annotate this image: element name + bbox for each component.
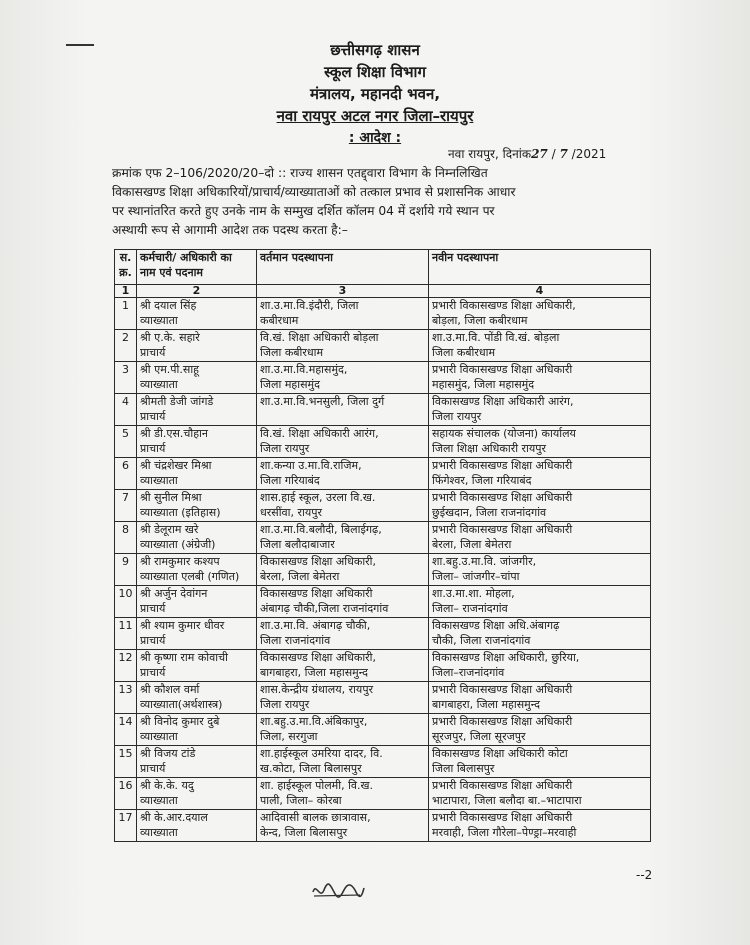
cell-new-posting bbox=[429, 746, 651, 778]
cell-current-posting-line: शा.कन्या उ.मा.वि.राजिम, bbox=[260, 459, 362, 472]
col-number: 1 bbox=[115, 285, 137, 298]
cell-new-posting-line: प्रभारी विकासखण्ड शिक्षा अधिकारी bbox=[432, 523, 573, 536]
table-row bbox=[115, 778, 651, 810]
cell-name bbox=[137, 522, 257, 554]
cell-name-line: श्री डेलूराम खरे bbox=[140, 523, 199, 536]
cell-sno-line: 6 bbox=[122, 459, 129, 472]
cell-current-posting-line: बागबाहरा, जिला महासमुन्द bbox=[260, 666, 368, 679]
cell-new-posting-line: प्रभारी विकासखण्ड शिक्षा अधिकारी bbox=[432, 715, 573, 728]
cell-new-posting-line: महासमुंद, जिला महासमुंद bbox=[432, 378, 535, 391]
order-heading: : आदेश : bbox=[348, 130, 402, 146]
cell-name bbox=[137, 490, 257, 522]
cell-current-posting bbox=[257, 618, 429, 650]
cell-current-posting bbox=[257, 522, 429, 554]
intro-line: क्रमांक एफ 2–106/2020/20–दो :: राज्य शासन एतद्द्वारा विभाग के निम्नलिखित bbox=[112, 166, 488, 180]
table-row bbox=[115, 650, 651, 682]
cell-current-posting bbox=[257, 426, 429, 458]
cell-current-posting bbox=[257, 458, 429, 490]
cell-new-posting-line: जिला बिलासपुर bbox=[432, 762, 495, 775]
cell-new-posting-line: फिंगेश्वर, जिला गरियाबंद bbox=[432, 474, 532, 487]
cell-current-posting-line: पाली, जिला– कोरबा bbox=[260, 794, 342, 807]
cell-sno-line: 13 bbox=[118, 683, 133, 696]
order-body bbox=[112, 164, 644, 240]
cell-new-posting-line: प्रभारी विकासखण्ड शिक्षा अधिकारी bbox=[432, 459, 573, 472]
table-row bbox=[115, 554, 651, 586]
cell-name bbox=[137, 426, 257, 458]
cell-current-posting bbox=[257, 810, 429, 842]
cell-new-posting-line: शा.उ.मा.शा. मोहला, bbox=[432, 587, 515, 600]
cell-sno bbox=[115, 586, 137, 618]
cell-name-line: प्राचार्य bbox=[140, 634, 166, 647]
ministry-title: मंत्रालय, महानदी भवन, bbox=[309, 85, 441, 103]
cell-new-posting bbox=[429, 458, 651, 490]
cell-new-posting bbox=[429, 778, 651, 810]
cell-new-posting-line: प्रभारी विकासखण्ड शिक्षा अधिकारी bbox=[432, 779, 573, 792]
table-header-row bbox=[115, 250, 651, 285]
cell-current-posting bbox=[257, 682, 429, 714]
table-row bbox=[115, 810, 651, 842]
col-number: 4 bbox=[429, 285, 651, 298]
cell-sno-line: 2 bbox=[122, 331, 129, 344]
cell-sno bbox=[115, 490, 137, 522]
cell-name-line: श्रीमती डेजी जांगडे bbox=[140, 395, 214, 408]
cell-name-line: श्री कृष्णा राम कोवाची bbox=[140, 651, 228, 664]
cell-name bbox=[137, 810, 257, 842]
column-number-row bbox=[115, 285, 651, 298]
govt-title: छत्तीसगढ़ शासन bbox=[330, 41, 420, 59]
cell-new-posting-line: बागबाहरा, जिला महासमुन्द bbox=[432, 698, 540, 711]
cell-name-line: व्याख्याता bbox=[140, 314, 178, 327]
cell-name-line: व्याख्याता bbox=[140, 730, 178, 743]
cell-sno bbox=[115, 426, 137, 458]
col-number: 2 bbox=[137, 285, 257, 298]
page-marker: --2 bbox=[636, 868, 653, 882]
cell-name-line: प्राचार्य bbox=[140, 666, 166, 679]
table-row bbox=[115, 330, 651, 362]
col-name-header: कर्मचारी/ अधिकारी का नाम एवं पदनाम bbox=[137, 250, 257, 285]
cell-current-posting-line: बेरला, जिला बेमेतरा bbox=[260, 570, 340, 583]
cell-name-line: श्री सुनील मिश्रा bbox=[140, 491, 202, 504]
cell-new-posting bbox=[429, 362, 651, 394]
cell-name-line: प्राचार्य bbox=[140, 442, 166, 455]
cell-current-posting-line: वि.खं. शिक्षा अधिकारी आरंग, bbox=[260, 427, 379, 440]
cell-current-posting-line: विकासखण्ड शिक्षा अधिकारी, bbox=[260, 555, 377, 568]
cell-name-line: श्री चंद्रशेखर मिश्रा bbox=[140, 459, 212, 472]
cell-current-posting-line: शा. हाईस्कूल पोलमी, वि.ख. bbox=[260, 779, 374, 792]
cell-sno bbox=[115, 778, 137, 810]
cell-sno bbox=[115, 458, 137, 490]
cell-new-posting bbox=[429, 394, 651, 426]
cell-current-posting-line: धरसींवा, रायपुर bbox=[260, 506, 322, 519]
cell-sno bbox=[115, 298, 137, 330]
intro-line: पर स्थानांतरित करते हुए उनके नाम के सम्मुख दर्शित कॉलम 04 में दर्शाये गये स्थान पर bbox=[112, 204, 495, 218]
cell-new-posting-line: भाटापारा, जिला बलौदा बा.–भाटापारा bbox=[432, 794, 582, 807]
date-sep2: / bbox=[571, 147, 576, 161]
cell-new-posting-line: छुईखदान, जिला राजनांदगांव bbox=[432, 506, 547, 519]
cell-name bbox=[137, 298, 257, 330]
cell-sno-line: 14 bbox=[118, 715, 133, 728]
cell-new-posting-line: विकासखण्ड शिक्षा अधि.अंबागढ़ bbox=[432, 619, 560, 632]
cell-sno-line: 17 bbox=[118, 811, 133, 824]
cell-new-posting bbox=[429, 426, 651, 458]
cell-sno bbox=[115, 682, 137, 714]
cell-new-posting-line: जिला– राजनांदगांव bbox=[432, 602, 508, 615]
cell-current-posting-line: वि.खं. शिक्षा अधिकारी बोड़ला bbox=[260, 331, 379, 344]
table-row bbox=[115, 586, 651, 618]
cell-new-posting bbox=[429, 298, 651, 330]
cell-name-line: श्री अर्जुन देवांगन bbox=[140, 587, 208, 600]
cell-name bbox=[137, 330, 257, 362]
cell-new-posting bbox=[429, 586, 651, 618]
cell-name-line: श्री ए.के. सहारे bbox=[140, 331, 200, 344]
table-row bbox=[115, 394, 651, 426]
cell-sno-line: 15 bbox=[118, 747, 133, 760]
table-row bbox=[115, 490, 651, 522]
cell-name bbox=[137, 746, 257, 778]
cell-current-posting-line: जिला कबीरधाम bbox=[260, 346, 324, 359]
cell-name bbox=[137, 618, 257, 650]
cell-sno bbox=[115, 746, 137, 778]
col-current-header: वर्तमान पदस्थापना bbox=[257, 250, 429, 285]
table-row bbox=[115, 426, 651, 458]
col-number: 3 bbox=[257, 285, 429, 298]
cell-current-posting-line: केन्द, जिला बिलासपुर bbox=[260, 826, 348, 839]
cell-sno-line: 10 bbox=[118, 587, 133, 600]
cell-current-posting bbox=[257, 394, 429, 426]
cell-new-posting bbox=[429, 714, 651, 746]
date-prefix: नवा रायपुर, दिनांक bbox=[448, 147, 532, 161]
cell-current-posting-line: कबीरधाम bbox=[260, 314, 299, 327]
cell-new-posting-line: सूरजपुर, जिला सूरजपुर bbox=[432, 730, 526, 743]
cell-current-posting-line: जिला, सरगुजा bbox=[260, 730, 318, 743]
cell-name bbox=[137, 394, 257, 426]
cell-new-posting-line: विकासखण्ड शिक्षा अधिकारी कोटा bbox=[432, 747, 568, 760]
cell-name bbox=[137, 682, 257, 714]
cell-current-posting bbox=[257, 746, 429, 778]
cell-current-posting-line: शा.बहु.उ.मा.वि.अंबिकापुर, bbox=[260, 715, 368, 728]
address-line: नवा रायपुर अटल नगर जिला–रायपुर bbox=[276, 107, 474, 125]
cell-sno bbox=[115, 330, 137, 362]
cell-name bbox=[137, 778, 257, 810]
cell-name-line: श्री विनोद कुमार दुबे bbox=[140, 715, 220, 728]
cell-current-posting bbox=[257, 362, 429, 394]
cell-name bbox=[137, 554, 257, 586]
cell-new-posting-line: जिला कबीरधाम bbox=[432, 346, 496, 359]
cell-current-posting-line: जिला गरियाबंद bbox=[260, 474, 320, 487]
cell-sno-line: 7 bbox=[122, 491, 129, 504]
order-date bbox=[448, 145, 606, 162]
cell-sno bbox=[115, 618, 137, 650]
cell-current-posting-line: शा.हाईस्कूल उमरिया दादर, वि. bbox=[260, 747, 383, 760]
cell-sno bbox=[115, 522, 137, 554]
cell-new-posting-line: प्रभारी विकासखण्ड शिक्षा अधिकारी bbox=[432, 363, 573, 376]
table-row bbox=[115, 362, 651, 394]
cell-new-posting-line: विकासखण्ड शिक्षा अधिकारी आरंग, bbox=[432, 395, 574, 408]
cell-new-posting-line: प्रभारी विकासखण्ड शिक्षा अधिकारी bbox=[432, 683, 573, 696]
cell-new-posting-line: प्रभारी विकासखण्ड शिक्षा अधिकारी bbox=[432, 811, 573, 824]
cell-name-line: श्री के.आर.दयाल bbox=[140, 811, 208, 824]
cell-name-line: श्री एम.पी.साहू bbox=[140, 363, 200, 376]
cell-current-posting-line: शा.उ.मा.वि. अंबागढ़ चौकी, bbox=[260, 619, 371, 632]
cell-name-line: व्याख्याता एलबी (गणित) bbox=[140, 570, 240, 583]
cell-new-posting bbox=[429, 490, 651, 522]
cell-sno bbox=[115, 394, 137, 426]
cell-new-posting-line: प्रभारी विकासखण्ड शिक्षा अधिकारी bbox=[432, 491, 573, 504]
cell-current-posting-line: जिला रायपुर bbox=[260, 442, 310, 455]
cell-sno-line: 9 bbox=[122, 555, 129, 568]
cell-new-posting-line: चौकी, जिला राजनांदगांव bbox=[432, 634, 531, 647]
cell-current-posting-line: ख.कोटा, जिला बिलासपुर bbox=[260, 762, 362, 775]
cell-new-posting-line: प्रभारी विकासखण्ड शिक्षा अधिकारी, bbox=[432, 299, 576, 312]
cell-current-posting-line: जिला बलौदाबाजार bbox=[260, 538, 335, 551]
cell-new-posting-line: जिला शिक्षा अधिकारी रायपुर bbox=[432, 442, 547, 455]
cell-new-posting-line: बोड़ला, जिला कबीरधाम bbox=[432, 314, 528, 327]
cell-current-posting-line: अंबागढ़ चौकी,जिला राजनांदगांव bbox=[260, 602, 389, 615]
table-row bbox=[115, 682, 651, 714]
cell-current-posting bbox=[257, 554, 429, 586]
cell-sno-line: 4 bbox=[122, 395, 129, 408]
cell-name-line: श्री डी.एस.चौहान bbox=[140, 427, 209, 440]
cell-current-posting-line: शा.उ.मा.वि.महासमुंद, bbox=[260, 363, 348, 376]
intro-line: अस्थायी रूप से आगामी आदेश तक पदस्थ करता है:– bbox=[112, 223, 348, 237]
col-sno-header: स. क्र. bbox=[115, 250, 137, 285]
cell-new-posting bbox=[429, 682, 651, 714]
cell-name-line: व्याख्याता(अर्थशास्त्र) bbox=[140, 698, 223, 711]
cell-new-posting-line: शा.उ.मा.वि. पोंडी वि.खं. बोड़ला bbox=[432, 331, 560, 344]
cell-name bbox=[137, 714, 257, 746]
table-row bbox=[115, 714, 651, 746]
cell-name-line: व्याख्याता bbox=[140, 826, 178, 839]
cell-name-line: श्री श्याम कुमार धीवर bbox=[140, 619, 225, 632]
cell-current-posting-line: आदिवासी बालक छात्रावास, bbox=[260, 811, 371, 824]
cell-name-line: व्याख्याता bbox=[140, 378, 178, 391]
cell-new-posting bbox=[429, 650, 651, 682]
col-new-header: नवीन पदस्थापना bbox=[429, 250, 651, 285]
intro-line: विकासखण्ड शिक्षा अधिकारियों/प्राचार्य/व्याख्याताओं को तत्काल प्रभाव से प्रशासनिक आधार bbox=[112, 185, 516, 199]
cell-current-posting bbox=[257, 330, 429, 362]
date-year: 2021 bbox=[575, 147, 607, 161]
cell-name-line: प्राचार्य bbox=[140, 346, 166, 359]
cell-new-posting-line: मरवाही, जिला गौरेला–पेण्ड्रा–मरवाही bbox=[432, 826, 577, 839]
cell-sno-line: 11 bbox=[118, 619, 133, 632]
cell-name bbox=[137, 650, 257, 682]
cell-sno bbox=[115, 554, 137, 586]
cell-current-posting bbox=[257, 298, 429, 330]
cell-new-posting bbox=[429, 522, 651, 554]
cell-name-line: व्याख्याता (इतिहास) bbox=[140, 506, 221, 519]
cell-sno-line: 3 bbox=[122, 363, 129, 376]
cell-name bbox=[137, 458, 257, 490]
cell-sno-line: 12 bbox=[118, 651, 133, 664]
cell-name-line: श्री विजय टांडे bbox=[140, 747, 196, 760]
cell-sno-line: 8 bbox=[122, 523, 129, 536]
cell-sno bbox=[115, 650, 137, 682]
date-month: 7 bbox=[559, 147, 568, 161]
date-sep1: / bbox=[551, 147, 556, 161]
cell-name-line: श्री कौशल वर्मा bbox=[140, 683, 200, 696]
cell-new-posting-line: जिला– जांजगीर–चांपा bbox=[432, 570, 520, 583]
cell-name-line: श्री दयाल सिंह bbox=[140, 299, 197, 312]
table-row bbox=[115, 298, 651, 330]
cell-current-posting-line: शास.हाई स्कूल, उरला वि.ख. bbox=[260, 491, 376, 504]
table-row bbox=[115, 618, 651, 650]
cell-current-posting-line: शा.उ.मा.वि.बलौदी, बिलाईगढ़, bbox=[260, 523, 382, 536]
cell-current-posting-line: जिला रायपुर bbox=[260, 698, 310, 711]
cell-current-posting bbox=[257, 778, 429, 810]
cell-new-posting-line: जिला–राजनांदगांव bbox=[432, 666, 505, 679]
cell-name-line: प्राचार्य bbox=[140, 762, 166, 775]
cell-current-posting-line: विकासखण्ड शिक्षा अधिकारी bbox=[260, 587, 373, 600]
cell-sno bbox=[115, 810, 137, 842]
cell-new-posting bbox=[429, 330, 651, 362]
cell-sno bbox=[115, 362, 137, 394]
cell-current-posting-line: शा.उ.मा.वि.भनसुली, जिला दुर्ग bbox=[260, 395, 385, 408]
cell-name-line: व्याख्याता (अंग्रेजी) bbox=[140, 538, 216, 551]
cell-current-posting-line: विकासखण्ड शिक्षा अधिकारी, bbox=[260, 651, 377, 664]
cell-current-posting bbox=[257, 650, 429, 682]
cell-new-posting-line: सहायक संचालक (योजना) कार्यालय bbox=[432, 427, 576, 440]
department-title: स्कूल शिक्षा विभाग bbox=[324, 63, 426, 81]
cell-new-posting-line: बेरला, जिला बेमेतरा bbox=[432, 538, 512, 551]
cell-new-posting-line: शा.बहु.उ.मा.वि. जांजगीर, bbox=[432, 555, 537, 568]
transfer-table bbox=[114, 249, 651, 842]
cell-sno-line: 1 bbox=[122, 299, 129, 312]
date-day: 27 bbox=[531, 147, 548, 161]
cell-name bbox=[137, 362, 257, 394]
cell-name-line: श्री रामकुमार कश्यप bbox=[140, 555, 220, 568]
cell-new-posting bbox=[429, 618, 651, 650]
cell-name-line: प्राचार्य bbox=[140, 602, 166, 615]
cell-current-posting-line: जिला महासमुंद bbox=[260, 378, 320, 391]
table-row bbox=[115, 458, 651, 490]
cell-name bbox=[137, 586, 257, 618]
cell-sno-line: 5 bbox=[122, 427, 129, 440]
table-row bbox=[115, 746, 651, 778]
cell-name-line: व्याख्याता bbox=[140, 794, 178, 807]
cell-current-posting-line: शास.केन्द्रीय ग्रंथालय, रायपुर bbox=[260, 683, 374, 696]
cell-current-posting bbox=[257, 586, 429, 618]
cell-new-posting-line: विकासखण्ड शिक्षा अधिकारी, छुरिया, bbox=[432, 651, 580, 664]
cell-name-line: व्याख्याता bbox=[140, 474, 178, 487]
cell-sno-line: 16 bbox=[118, 779, 133, 792]
cell-new-posting bbox=[429, 554, 651, 586]
cell-new-posting-line: जिला रायपुर bbox=[432, 410, 482, 423]
cell-current-posting-line: शा.उ.मा.वि.इंदौरी, जिला bbox=[260, 299, 359, 312]
cell-current-posting bbox=[257, 490, 429, 522]
cell-current-posting bbox=[257, 714, 429, 746]
signature-mark bbox=[310, 878, 366, 904]
cell-new-posting bbox=[429, 810, 651, 842]
cell-name-line: श्री के.के. यदु bbox=[140, 779, 194, 792]
cell-name-line: प्राचार्य bbox=[140, 410, 166, 423]
cell-sno bbox=[115, 714, 137, 746]
table-row bbox=[115, 522, 651, 554]
cell-current-posting-line: जिला राजनांदगांव bbox=[260, 634, 331, 647]
